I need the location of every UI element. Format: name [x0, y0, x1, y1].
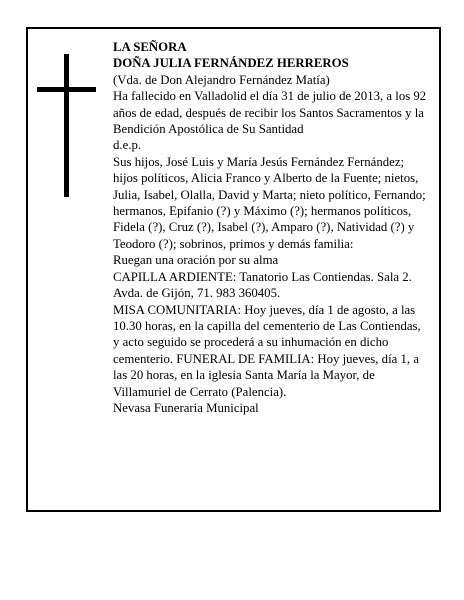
death-announcement: Ha fallecido en Valladolid el día 31 de julio de 2013, a los 92 años de edad, después de recibir los Santos Sacramentos y la Bendición Apostólica de Su Santidad [113, 89, 427, 137]
mass-info: MISA COMUNITARIA: Hoy jueves, día 1 de agosto, a las 10.30 horas, en la capilla del cementerio de Las Contiendas, y acto seguido se procederá a su inhumación en dicho cementerio. FUNERAL DE FAMILIA: Hoy jueves, día 1, a las 20 horas, en la iglesia Santa María la Mayor, de Villamuriel de Cerrato (Palencia). [113, 302, 421, 399]
dep-line: d.e.p. [113, 138, 142, 153]
deceased-name: DOÑA JULIA FERNÁNDEZ HERREROS [113, 56, 349, 71]
title: LA SEÑORA [113, 40, 187, 54]
prayer-line: Ruegan una oración por su alma [113, 253, 279, 268]
cross-icon-bar [37, 87, 96, 92]
widow-line: (Vda. de Don Alejandro Fernández Matía) [113, 72, 330, 87]
funeral-home: Nevasa Funeraria Municipal [113, 400, 259, 415]
cross-icon [64, 54, 69, 197]
chapel-info: CAPILLA ARDIENTE: Tanatorio Las Contiendas. Sala 2. Avda. de Gijón, 71. 983 360405. [113, 269, 412, 301]
obituary-text [113, 39, 429, 416]
family-list: Sus hijos, José Luis y María Jesús Fernández Fernández; hijos políticos, Alicia Franco y Alberto de la Fuente; nietos, Julia, Isabel, Olalla, David y Marta; nieto político, Fernando; hermanos, Epifanio (?) y Máximo (?); hermanos políticos, Fidela (?), Cruz (?), Isabel (?), Amparo (?), Natividad (?) y Teodoro (?); sobrinos, primos y demás familia: [113, 154, 426, 251]
